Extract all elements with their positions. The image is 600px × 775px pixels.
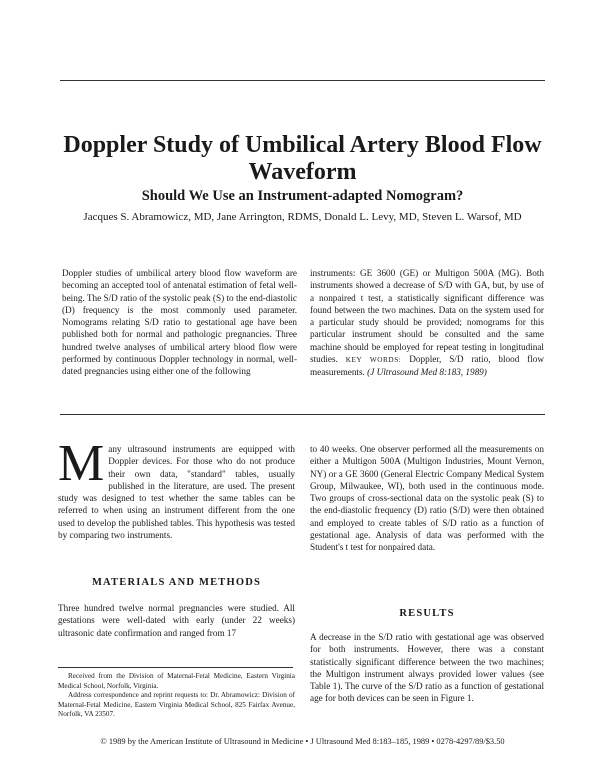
methods-continuation: to 40 weeks. One observer performed all the measurements on either a Multigon 500A (Multigon Industries, Mount Vernon, NY) or a GE 3600 (General Electric Company Medical System Group, Milwaukee, WI), both used in the continuous mode. Two groups of cross-sectional data on the systolic peak (S) to the end-diastolic frequency (D) ratio (S/D) were then obtained and employed to create tables of S/D ratio as a function of gestational age. Analysis of data was performed with the Student's t test for nonpaired data. [310,444,544,553]
author-list: Jacques S. Abramowicz, MD, Jane Arrington, RDMS, Donald L. Levy, MD, Steven L. Warsof, MD [83,211,522,223]
copyright-line: © 1989 by the American Institute of Ultrasound in Medicine • J Ultrasound Med 8:183–185, 1989 • 0278-4297/89/$3.50 [100,737,505,746]
methods-column [58,602,295,639]
article-subtitle: Should We Use an Instrument-adapted Nomogram? [141,188,464,204]
abstract-column-left [62,267,297,378]
abstract-citation: (J Ultrasound Med 8:183, 1989) [367,367,487,378]
keywords: Doppler, S/D ratio, blood flow measurements. [310,354,545,378]
footnote-rule [58,667,293,668]
top-rule [60,80,545,81]
results-heading: RESULTS [399,608,455,619]
intro-column [58,435,295,541]
abstract-text-part-1: Doppler studies of umbilical artery blood flow waveform are becoming an accepted tool of antenatal estimation of fetal well-being. The S/D ratio of the systolic peak (S) to the end-diastolic (D) frequency is the most commonly used parameter. Nomograms relating S/D ratio to gestational age have been published both for normal and pathologic pregnancies. Three hundred twelve analyses of umbilical artery blood flow were performed by continuous Doppler technology in normal, well-dated pregnancies using either one of the following [62,268,297,377]
methods-heading: MATERIALS AND METHODS [91,577,262,588]
drop-cap: M [58,435,105,492]
abstract-text-part-2 [310,267,544,379]
article-title: Doppler Study of Umbilical Artery Blood Flow Waveform [63,132,542,185]
keywords-label: KEY WORDS: [345,356,402,365]
intro-paragraph [58,435,295,541]
intro-text: any ultrasound instruments are equipped with Doppler devices. For those who do not produce their own data, "standard" tables, usually published in the literature, are used. The present study was designed to test whether the same tables can be referred to when using an instrument different from the one used to develop the published tables. This hypothesis was tested by comparing two instruments. [58,444,295,541]
footnote-received: Received from the Division of Maternal-Fetal Medicine, Eastern Virginia Medical School, Norfolk, Virginia. [58,672,295,690]
methods-text: Three hundred twelve normal pregnancies were studied. All gestations were well-dated with early (under 22 weeks) ultrasonic date confirmation and ranged from 17 [58,603,295,638]
results-column [310,631,544,705]
abstract-body-end: instruments: GE 3600 (GE) or Multigon 500A (MG). Both instruments showed a decrease of S/D with GA, but, by use of a nonpaired t test, a statistically significant difference was found between the two machines. Data on the system used for a particular study should be provided; nomograms for this particular instrument should be consulted and the same machine should be employed for repeat testing in longitudinal studies. [310,268,544,365]
methods-continuation-column [310,443,544,554]
results-text: A decrease in the S/D ratio with gestational age was observed for both instruments. However, there was a constant statistically significant difference between the two machines; the Multigon instrument always provided lower values (see Table 1). The curve of the S/D ratio as a function of gestational age for both devices can be seen in Figure 1. [310,632,544,704]
section-rule [60,414,545,415]
footnote-address: Address correspondence and reprint requests to: Dr. Abramowicz: Division of Maternal-Fetal Medicine, Eastern Virginia Medical School, 825 Fairfax Avenue, Norfolk, VA 23507. [58,691,295,719]
abstract-column-right [310,267,544,379]
footnote-block [58,672,295,720]
